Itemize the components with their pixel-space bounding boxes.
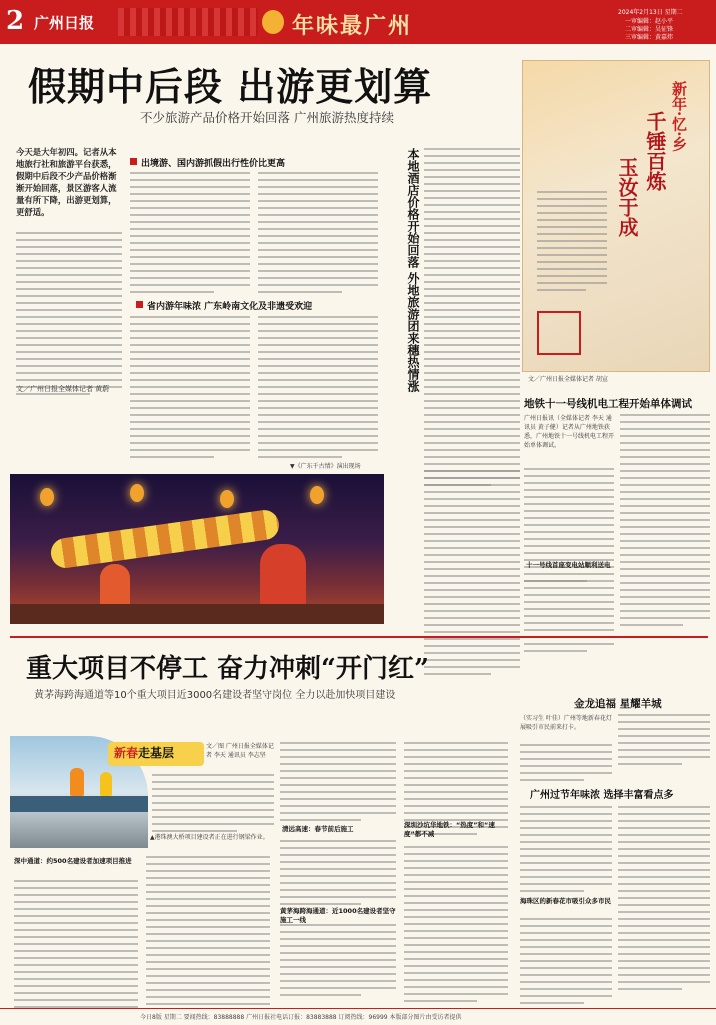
project-body-8 [404,846,508,1007]
dragon-dance [49,508,281,570]
stage-lantern-icon [130,484,144,502]
section-divider [10,636,708,638]
stage-lantern-icon [40,488,54,506]
header-editor-3: 三审编辑：黄嘉炜 [625,34,674,41]
lead-intro: 今天是大年初四。记者从本地旅行社和旅游平台获悉，假期中后段不少产品价格渐渐开始回落，景区游客人流量有所下降，出游更划算，更舒适。 [16,147,117,217]
page-header [0,0,716,44]
airport-subhead-2: 海珠区的新春花市吸引众多市民 [520,897,611,905]
project-byline: 文／图 广州日报全媒体记者 李天 通讯员 李志坚 [206,743,274,759]
right-ad [522,60,710,372]
section1-body [130,172,250,298]
section2-body-2 [258,316,378,463]
worker [100,772,112,796]
airport-body-4 [520,918,612,1009]
ad-line2: 千锤百炼 [643,111,667,191]
project-body-4 [280,742,396,826]
airport-body-1 [520,744,612,786]
metro-body-3 [524,580,614,657]
lead-intro-body [16,232,122,400]
stage-lantern-icon [310,486,324,504]
metro-intro: 广州日报讯（全媒体记者 李天 通讯员 黄子健）记者从广州地铁获悉，广州地铁十一号线机电工程开始单体调试。 [524,415,615,449]
lead-headline: 假期中后段 出游更划算 [28,64,433,109]
project-headline: 重大项目不停工 奋力冲刺“开门红” [26,654,429,684]
paper-name: 广州日报 [34,14,95,32]
lantern-icon [262,10,284,34]
metro-body [524,468,614,587]
airport-headline: 金龙追福 星耀羊城 [574,698,662,710]
airport-body-2 [618,714,710,770]
airport-body-5 [618,806,710,995]
metro-body-2 [620,414,710,631]
badge-prefix: 新春 [114,746,139,760]
lead-byline: 文／广州日报全媒体记者 黄蔚 [16,385,110,393]
section-marker-icon [130,158,137,165]
project-subheadline: 黄茅海跨海通道等10个重大项目近3000名建设者坚守岗位 全力以赴加快项目建设 [34,690,396,701]
project-photo-caption: ▲港珠澳大桥项目建设者正在进行钢梁作业。 [150,834,269,841]
project-subhead-3: 清远高速：春节前后施工 [282,825,354,833]
section1-body-2 [258,172,378,298]
section1-title: 出境游、国内游抓假出行性价比更高 [130,151,380,165]
airport-body-3 [520,806,612,897]
metro-subhead: 十一号线首座变电站顺利送电 [526,561,611,569]
section2-body [130,316,250,463]
ad-text-block [537,191,607,296]
stage-floor [10,604,384,624]
airport-subhead: 广州过节年味浓 选择丰富看点多 [530,790,674,801]
project-subhead-4: 深圳沙坑华地铁：“热度”和“速度”都不减 [404,821,495,838]
ad-line1: 新年·忆·乡 [670,81,688,152]
column-title: 年味最广州 [292,13,413,39]
page-footer [0,1008,716,1025]
performance-photo [10,474,384,624]
side-column-body [424,148,520,491]
project-subhead-2: 黄茅海跨海通道：近1000名建设者坚守施工一线 [280,907,396,924]
header-editor-1: 一审编辑：赵小平 [625,18,674,25]
worker [70,768,84,796]
project-body-6 [280,924,396,1001]
steel-beam [10,796,148,812]
badge-label: 走基层 [138,746,175,760]
project-subhead-1: 深中通道：约500名建设者加速项目推进 [14,857,132,865]
footer-text: 今日8版 星期二 要闻热线：83888888 广州日报社电话订报：83883888 订阅热线：96999 本版部分图片由受访者提供 [140,1014,462,1021]
side-column-headline: 本地酒店价格开始回落 外地旅游团来穗热情涨 [406,148,420,393]
page-number: 2 [6,6,25,36]
header-editor-2: 二审编辑：吴征锋 [625,26,674,33]
project-body-5 [280,840,396,910]
photo-caption: ▼《广东千古情》演出现场 [290,463,361,470]
section-marker-icon [136,301,143,308]
section2-title: 省内游年味浓 广东岭南文化及非遗受欢迎 [136,294,386,308]
ad-line3: 玉汝于成 [615,157,639,237]
header-date: 2024年2月13日 星期二 [618,9,683,16]
decor-stripe [118,8,258,36]
badge [108,742,204,766]
project-body-3 [146,856,270,1017]
metro-headline: 地铁十一号线机电工程开始单体调试 [524,398,692,410]
stage-lantern-icon [220,490,234,508]
airport-intro: （实习生 叶佳）广州等地新春花灯展吸引市民前来打卡。 [520,715,612,731]
project-body-2 [14,880,138,1020]
project-body-1 [152,774,274,837]
lead-subheadline: 不少旅游产品价格开始回落 广州旅游热度持续 [140,110,394,125]
ad-seal [537,311,581,355]
right-ad-caption: 文／广州日报全媒体记者 胡宣 [528,376,608,383]
